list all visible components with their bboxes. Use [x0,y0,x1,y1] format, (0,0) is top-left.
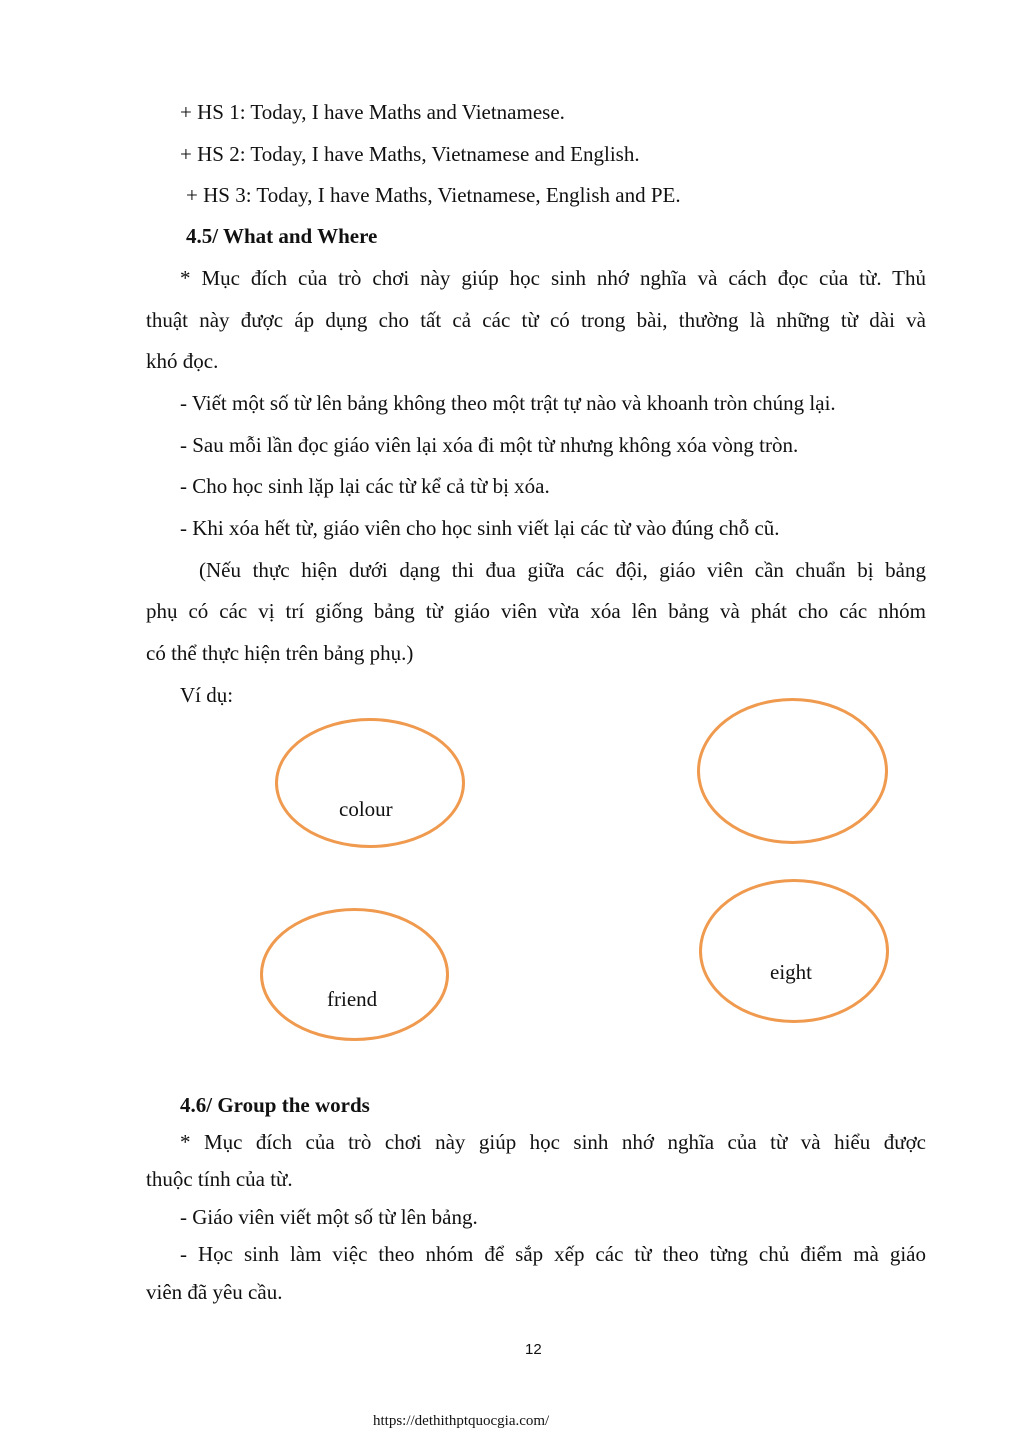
step-item: viên đã yêu cầu. [146,1280,283,1304]
word-circle [275,718,465,848]
step-item: - Cho học sinh lặp lại các từ kể cả từ bị xóa. [180,474,550,498]
circle-word: colour [339,797,393,821]
example-label: Ví dụ: [180,683,234,707]
paragraph-line: * Mục đích của trò chơi này giúp học sinh nhớ nghĩa của từ và hiểu được [180,1130,926,1154]
note-line: phụ có các vị trí giống bảng từ giáo viên vừa xóa lên bảng và phát cho các nhóm [146,599,926,623]
note-line: có thể thực hiện trên bảng phụ.) [146,641,414,665]
step-item: - Sau mỗi lần đọc giáo viên lại xóa đi một từ nhưng không xóa vòng tròn. [180,433,799,457]
section-heading-4-5: 4.5/ What and Where [186,224,378,248]
word-circle [699,879,889,1023]
circle-word: eight [770,960,812,984]
page-number: 12 [525,1341,542,1358]
student-line-2: + HS 2: Today, I have Maths, Vietnamese and English. [180,142,640,166]
step-item: - Khi xóa hết từ, giáo viên cho học sinh viết lại các từ vào đúng chỗ cũ. [180,516,780,540]
note-line: (Nếu thực hiện dưới dạng thi đua giữa các đội, giáo viên cần chuẩn bị bảng [199,558,926,582]
step-item: - Viết một số từ lên bảng không theo một trật tự nào và khoanh tròn chúng lại. [180,391,836,415]
paragraph-line: * Mục đích của trò chơi này giúp học sinh nhớ nghĩa và cách đọc của từ. Thủ [180,266,926,290]
section-heading-4-6: 4.6/ Group the words [180,1093,370,1117]
word-circle [260,908,449,1041]
student-line-1: + HS 1: Today, I have Maths and Vietnamese. [180,100,565,124]
student-line-3: + HS 3: Today, I have Maths, Vietnamese, English and PE. [186,183,681,207]
footer-url: https://dethithptquocgia.com/ [373,1413,550,1429]
step-item: - Học sinh làm việc theo nhóm để sắp xếp các từ theo từng chủ điểm mà giáo [180,1242,926,1266]
step-item: - Giáo viên viết một số từ lên bảng. [180,1205,478,1229]
paragraph-line: thuộc tính của từ. [146,1167,293,1191]
paragraph-line: thuật này được áp dụng cho tất cả các từ có trong bài, thường là những từ dài và [146,308,926,332]
word-circle-empty [697,698,888,844]
circle-word: friend [327,987,378,1011]
paragraph-line: khó đọc. [146,349,219,373]
